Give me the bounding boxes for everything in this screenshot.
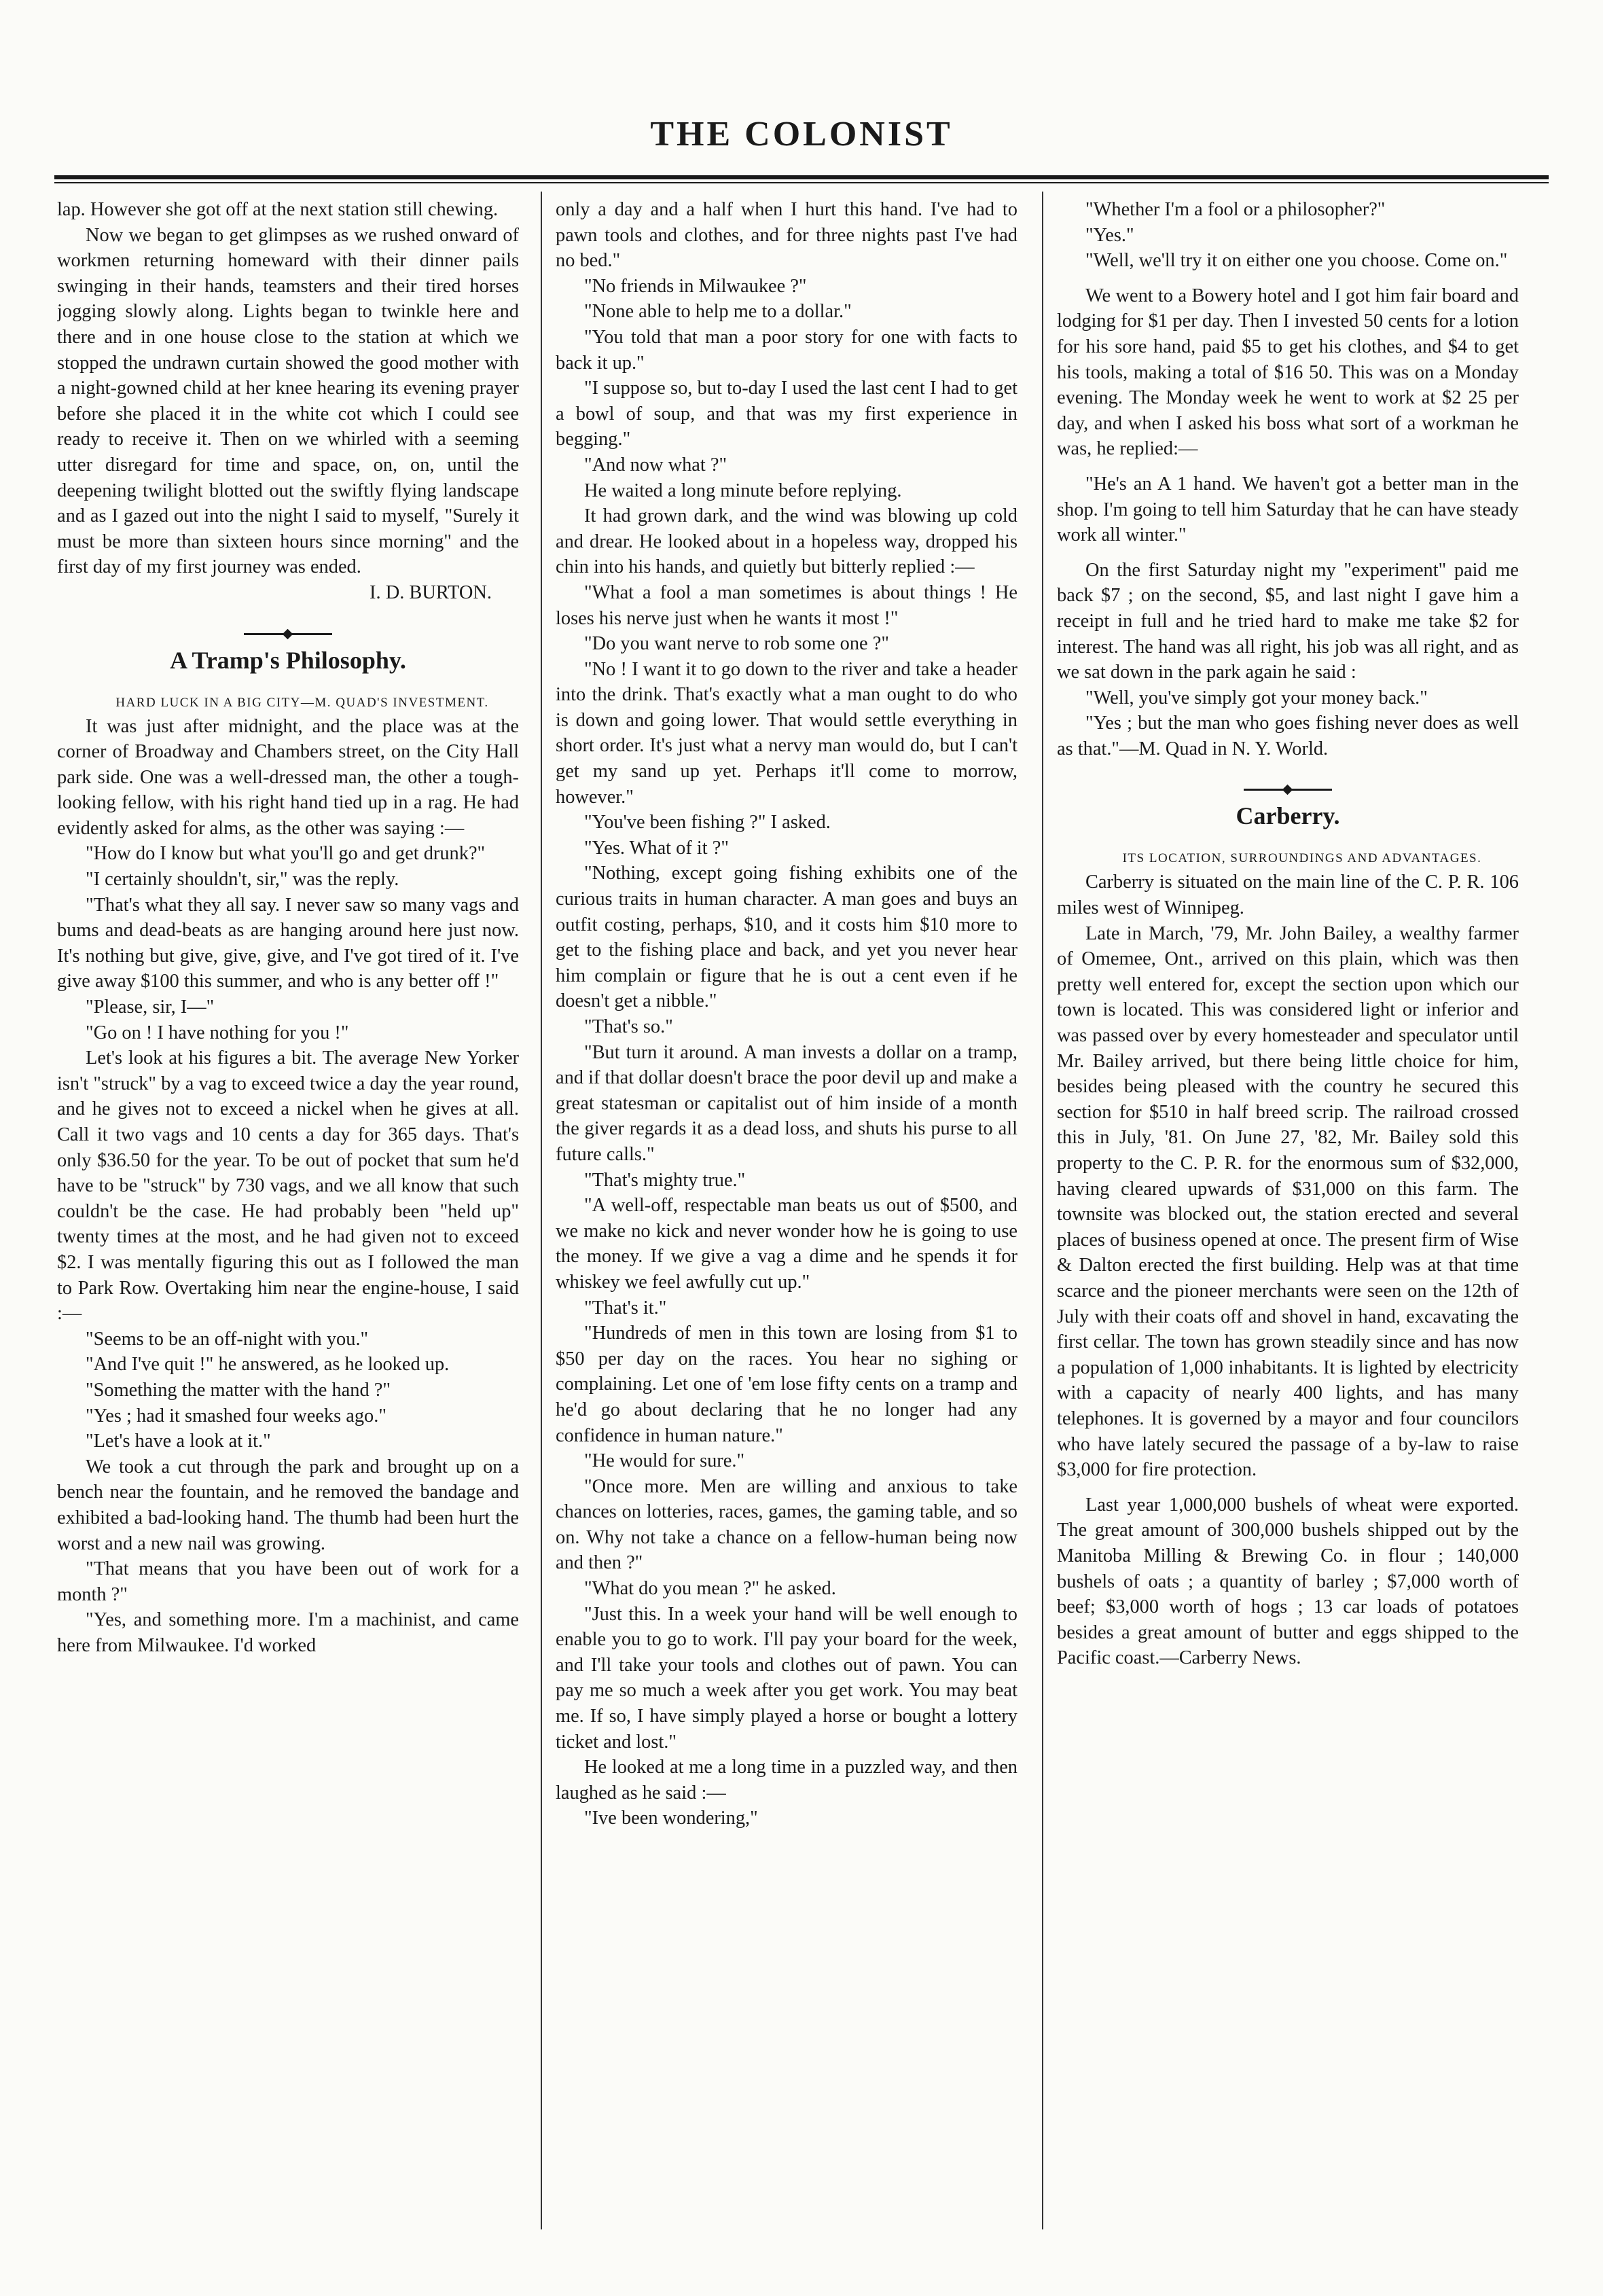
paragraph: "Seems to be an off-night with you." [86,1328,369,1350]
paragraph: "Yes." [1085,224,1134,246]
paragraph: "No ! I want it to go down to the river and take a header into the drink. That's exactly what a man ought to do who is down and going lower. That would settle everything in short order. It's just what a nervy man would do, but I can't get my sand up yet. Perhaps it'll come to morrow, however." [556,658,1017,808]
paragraph: "Let's have a look at it." [86,1431,271,1452]
paragraph: "Ive been wondering," [584,1808,758,1829]
masthead: THE COLONIST [650,115,953,154]
masthead-rule-thin [54,182,1549,183]
byline: I. D. BURTON. [370,581,492,603]
article-heading: A Tramp's Philosophy. [170,646,406,674]
paragraph: "And I've quit !" he answered, as he looked up. [86,1354,450,1376]
paragraph: "That's it." [584,1297,667,1319]
paragraph: "Something the matter with the hand ?" [86,1379,391,1401]
paragraph: "That means that you have been out of work for a month ?" [57,1558,519,1605]
paragraph: "Hundreds of men in this town are losing from $1 to $50 per day on the races. You hear no sighing or complaining. Let one of 'em lose fifty cents on a tramp and he'd go about declaring that he no longer had any confidence in human nature." [556,1323,1017,1446]
section-separator [244,633,332,635]
paragraph: "You've been fishing ?" I asked. [584,812,831,833]
paragraph: "Nothing, except going fishing exhibits one of the curious traits in human character. A man goes and buys an outfit costing, perhaps, $10, and it costs him $10 more to get to the fishing place and back, and yet you never hear him complain or figure that he is out a cent even if he doesn't get a nibble." [556,863,1017,1012]
paragraph: "Yes, and something more. I'm a machinist, and came here from Milwaukee. I'd worked [57,1609,519,1656]
paragraph: "Well, you've simply got your money back." [1085,687,1428,708]
paragraph: "What a fool a man sometimes is about things ! He loses his nerve just when he wants it most !" [556,581,1017,629]
article-subheading: ITS LOCATION, SURROUNDINGS AND ADVANTAGES. [1122,851,1482,866]
paragraph: Late in March, '79, Mr. John Bailey, a wealthy farmer of Omemee, Ont., arrived on this plain, which was then pretty well entered for, except the section upon which our town is located. This was considered light or inferior and was passed over by every homesteader and speculator until Mr. Bailey arrived, but there being little choice for him, besides being pleased with the country he secured this section for $510 in half breed scrip. The railroad crossed this in July, '81. On June 27, '82, Mr. Bailey sold this property to the C. P. R. for the enormous sum of $32,000, having cleared upwards of $31,000 on this farm. The townsite was blocked out, the station erected and several places of business opened at once. The present firm of Wise & Dalton erected the first building. Help was at that time scarce and the pioneer merchants were seen on the 12th of July with their coats off and shovel in hand, excavating the first cellar. The town has grown steadily since and has now a population of 1,000 inhabitants. It is lighted by electricity with a capacity of nearly 400 lights, and has many telephones. It is governed by a mayor and four councilors who have lately secured the passage of a by-law to raise $3,000 for fire protection. [1057,922,1519,1481]
paragraph: "Once more. Men are willing and anxious to take chances on lotteries, races, games, the gaming table, and so on. Why not take a chance on a fellow-human being now and then ?" [556,1475,1017,1574]
paragraph: "That's so." [584,1016,673,1037]
paragraph: "Whether I'm a fool or a philosopher?" [1085,199,1386,220]
paragraph: "How do I know but what you'll go and get drunk?" [86,843,486,865]
column-rule-2 [1042,192,1043,2229]
paragraph: We went to a Bowery hotel and I got him fair board and lodging for $1 per day. Then I invested 50 cents for a lotion for his sore hand, paid $5 to get his clothes, and $4 to get his tools, making a total of $16 50. This was on a Monday evening. The Monday week he went to work at $2 25 per day, and when I asked his boss what sort of a workman he was, he replied:— [1057,285,1519,460]
paragraph: Now we began to get glimpses as we rushed onward of workmen returning homeward with their dinner pails swinging in their hands, teamsters and their tired horses jogging slowly along. Lights began to twinkle here and there and in one house close to the station at which we stopped the undrawn curtain showed the good mother with a night-gowned child at her knee hearing its evening prayer before she placed it in the white cot which I could see ready to receive it. Then on we whirled with a seeming utter disregard for time and space, on, on, until the deepening twilight blotted out the swiftly flying landscape and as I gazed out into the night I said to myself, "Surely it must be more than sixteen hours since morning" and the first day of my first journey was ended. [57,224,519,578]
column-rule-1 [541,192,542,2229]
column-1 [57,197,519,2262]
paragraph: lap. However she got off at the next station still chewing. [57,199,499,220]
paragraph: "Please, sir, I—" [86,997,215,1018]
article-subheading: HARD LUCK IN A BIG CITY—M. QUAD'S INVESTMENT. [115,695,489,710]
paragraph-gap [1057,548,1519,558]
paragraph: On the first Saturday night my "experiment" paid me back $7 ; on the second, $5, and last night I gave him a receipt in full and he tried hard to make me take $2 for interest. The hand was all right, his job was all right, and as we sat down in the park again he said : [1057,559,1519,683]
paragraph: "And now what ?" [584,454,727,476]
masthead-rule-thick [54,175,1549,179]
paragraph: "That's mighty true." [584,1169,746,1191]
paragraph: He waited a long minute before replying. [584,480,902,501]
paragraph: "Yes. What of it ?" [584,837,729,859]
paragraph: "Well, we'll try it on either one you choose. Come on." [1085,250,1508,272]
paragraph: "But turn it around. A man invests a dollar on a tramp, and if that dollar doesn't brace the poor devil up and make a great statesman or capitalist out of him inside of a month the giver regards it as a dead loss, and shuts his purse to all future calls." [556,1041,1017,1165]
paragraph: "I certainly shouldn't, sir," was the reply. [86,869,399,891]
paragraph: "No friends in Milwaukee ?" [584,275,807,297]
paragraph-gap [1057,274,1519,283]
paragraph: "A well-off, respectable man beats us out of $500, and we make no kick and never wonder how he is going to use the money. If we give a vag a dime and he spends it for whiskey we feel awfully cut up." [556,1195,1017,1293]
paragraph: "I suppose so, but to-day I used the last cent I had to get a bowl of soup, and that was my first experience in begging." [556,378,1017,450]
article-heading: Carberry. [1236,802,1340,830]
paragraph: "He would for sure." [584,1450,745,1472]
paragraph: Last year 1,000,000 bushels of wheat were exported. The great amount of 300,000 bushels shipped out by the Manitoba Milling & Brewing Co. in flour ; 140,000 bushels of oats ; a quantity of barley ; $7,000 worth of beef; $3,000 worth of hogs ; 13 car loads of potatoes besides a great amount of butter and eggs shipped to the Pacific coast.—Carberry News. [1057,1494,1519,1669]
paragraph: "What do you mean ?" he asked. [584,1578,836,1600]
paragraph: "Just this. In a week your hand will be well enough to enable you to go to work. I'll pay your board for the week, and I'll take your tools and clothes out of pawn. You can pay me so much a week after you get work. You may beat me. If so, I have simply played a horse or bought a lottery ticket and lost." [556,1603,1017,1753]
paragraph: Let's look at his figures a bit. The average New Yorker isn't "struck" by a vag to exceed twice a day the year round, and he gives not to exceed a nickel when he gives at all. Call it two vags and 10 cents a day for 365 days. That's only $36.50 for the year. To be out of pocket that sum he'd have to be "struck" by 730 vags, and we all know that such couldn't be the case. He had probably been "held up" twenty times at the most, and he had given not to exceed $2. I was mentally figuring this out as I followed the man to Park Row. Overtaking him near the engine-house, I said :— [57,1047,519,1325]
paragraph: "Go on ! I have nothing for you !" [86,1022,349,1043]
paragraph: "Yes ; had it smashed four weeks ago." [86,1405,386,1427]
paragraph: only a day and a half when I hurt this hand. I've had to pawn tools and clothes, and for three nights past I've had no bed." [556,199,1017,272]
paragraph: "That's what they all say. I never saw so many vags and bums and dead-beats as are hanging around here just now. It's nothing but give, give, give, and I've got tired of it. I've give away $100 this summer, and who is any better off !" [57,894,519,992]
section-separator [1244,789,1332,791]
column-3 [1057,197,1519,2262]
paragraph: It was just after midnight, and the place was at the corner of Broadway and Chambers street, on the City Hall park side. One was a well-dressed man, the other a tough-looking fellow, with his right hand tied up in a rag. He had evidently asked for alms, as the other was saying :— [57,715,519,839]
column-2 [556,197,1017,2262]
paragraph: He looked at me a long time in a puzzled way, and then laughed as he said :— [556,1757,1017,1804]
paragraph: "Yes ; but the man who goes fishing never does as well as that."—M. Quad in N. Y. World. [1057,713,1519,759]
paragraph: It had grown dark, and the wind was blowing up cold and drear. He looked about in a hopeless way, dropped his chin into his hands, and quietly but bitterly replied :— [556,505,1017,578]
paragraph: We took a cut through the park and brought up on a bench near the fountain, and he removed the bandage and exhibited a bad-looking hand. The thumb had been hurt the worst and a new nail was growing. [57,1456,519,1554]
paragraph: "None able to help me to a dollar." [584,301,852,323]
paragraph-gap [1057,1483,1519,1492]
paragraph: "Do you want nerve to rob some one ?" [584,633,889,655]
paragraph-gap [1057,462,1519,471]
paragraph: "He's an A 1 hand. We haven't got a better man in the shop. I'm going to tell him Saturday that he can have steady work all winter." [1057,473,1519,546]
paragraph: "You told that man a poor story for one with facts to back it up." [556,326,1017,374]
paragraph: Carberry is situated on the main line of the C. P. R. 106 miles west of Winnipeg. [1057,872,1519,919]
